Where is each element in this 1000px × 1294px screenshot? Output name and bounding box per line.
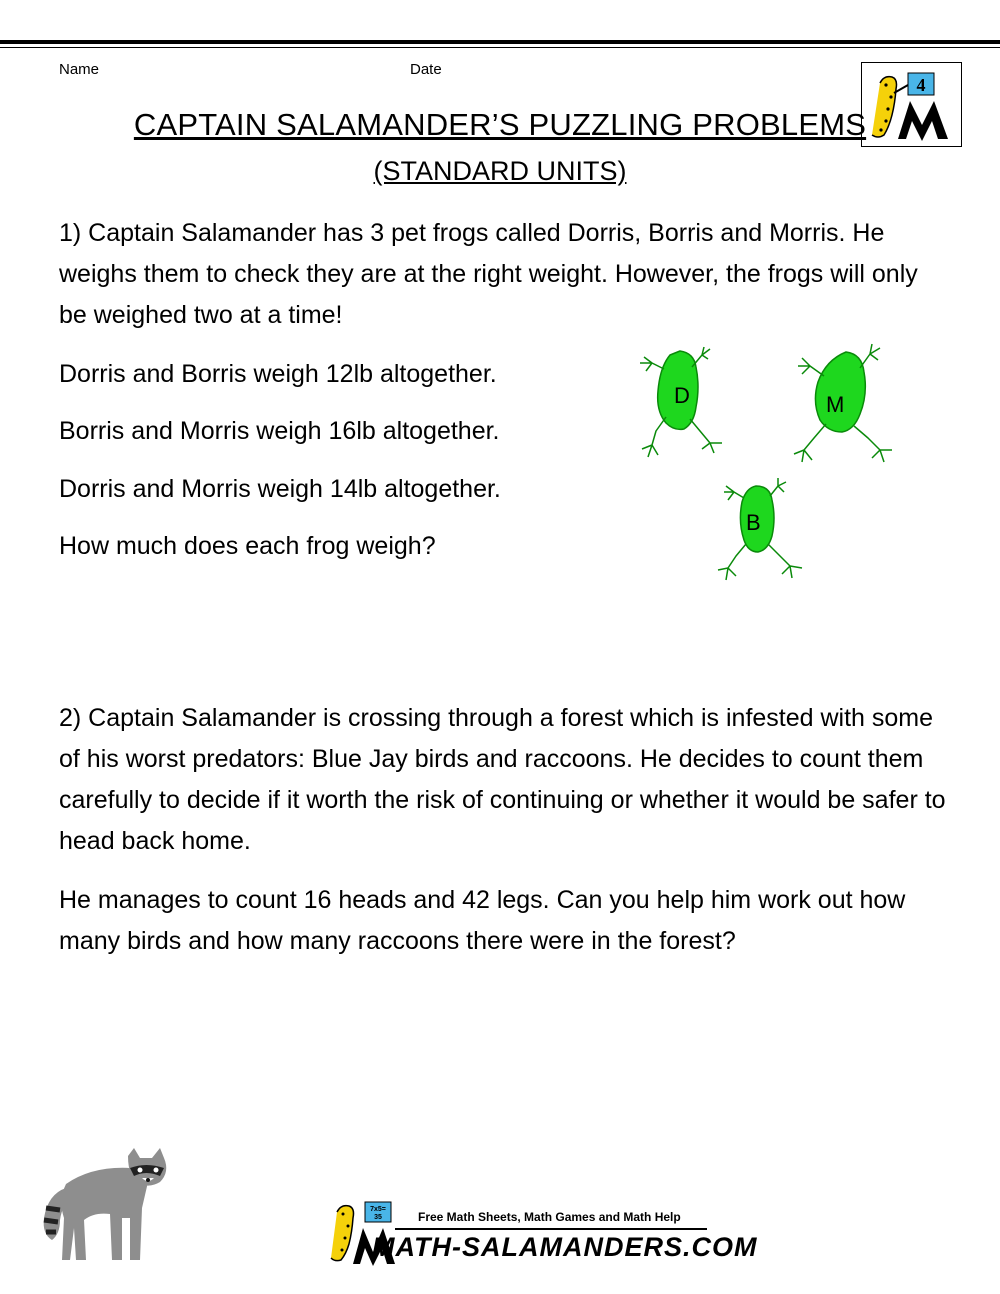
problem1-line3: Dorris and Morris weigh 14lb altogether.	[59, 475, 501, 503]
frog-borris-image	[712, 478, 808, 584]
raccoon-image	[30, 1148, 170, 1268]
footer-tagline: Free Math Sheets, Math Games and Math Help	[418, 1210, 681, 1224]
date-label: Date	[410, 61, 442, 78]
frog-morris-image	[790, 342, 900, 470]
grade-number: 4	[916, 75, 926, 95]
footer-rule	[395, 1228, 707, 1230]
problem1-line1: Dorris and Borris weigh 12lb altogether.	[59, 360, 497, 388]
top-rule-thick	[0, 40, 1000, 44]
frog-b-letter: B	[746, 510, 761, 535]
top-rule-thin	[0, 47, 1000, 48]
problem1-question: How much does each frog weigh?	[59, 532, 436, 560]
frog-d-letter: D	[674, 383, 690, 408]
frog-dorris-image	[630, 345, 730, 465]
footer-site-name[interactable]: MATH-SALAMANDERS.COM	[372, 1232, 758, 1262]
problem1-line2: Borris and Morris weigh 16lb altogether.	[59, 417, 500, 445]
page-title: CAPTAIN SALAMANDER’S PUZZLING PROBLEMS	[133, 107, 867, 142]
svg-text:35: 35	[374, 1214, 382, 1221]
frog-m-letter: M	[826, 392, 845, 417]
problem2-question: He manages to count 16 heads and 42 legs. Can you help him work out how many birds and how many raccoons there were in the forest?	[59, 886, 906, 955]
page-subtitle: (STANDARD UNITS)	[373, 156, 627, 186]
problem1-intro: 1) Captain Salamander has 3 pet frogs called Dorris, Borris and Morris. He weighs them to check they are at the right weight. However, the frogs will only be weighed two at a time!	[59, 219, 918, 329]
problem2-intro: 2) Captain Salamander is crossing through a forest which is infested with some of his worst predators: Blue Jay birds and raccoons. He decides to count them carefully to decide if it worth the risk of continuing or whether it would be safer to head back home.	[59, 704, 946, 855]
svg-text:7x5=: 7x5=	[370, 1206, 386, 1213]
name-label: Name	[59, 61, 100, 78]
